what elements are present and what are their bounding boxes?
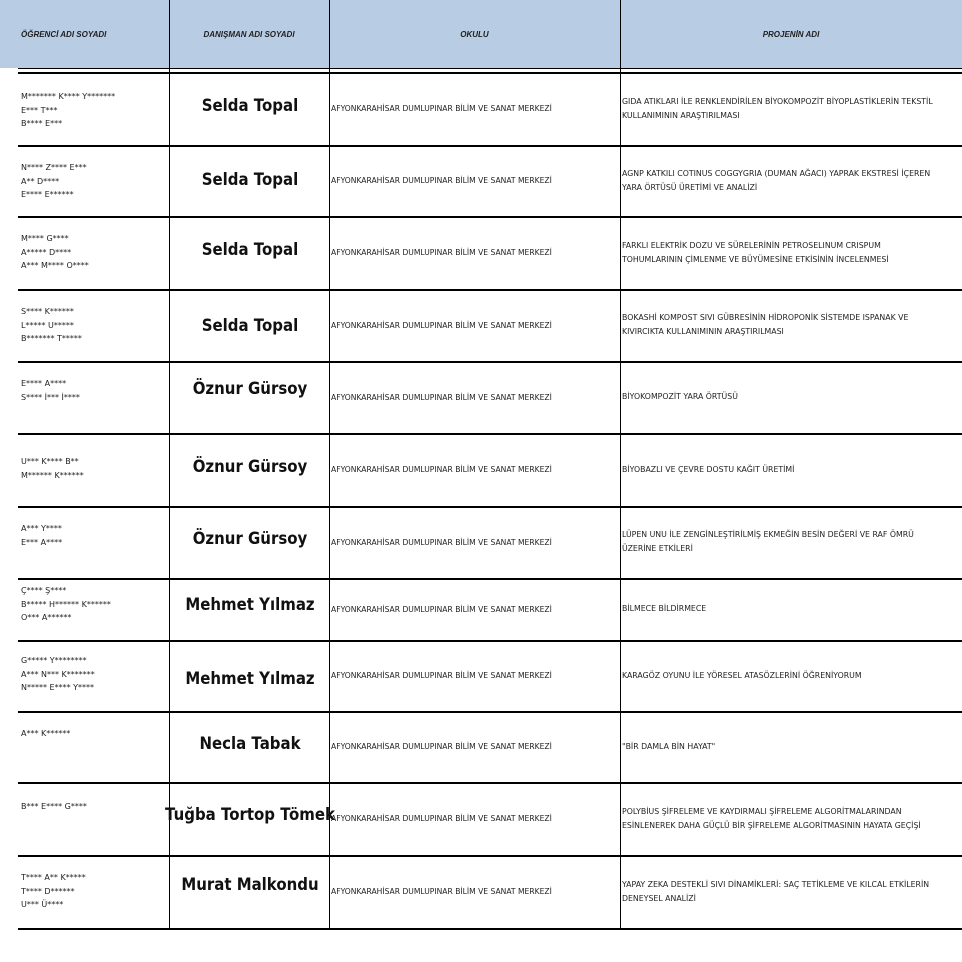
- project-title: [622, 640, 962, 711]
- project-title-line: FARKLI ELEKTRİK DOZU VE SÜRELERİNİN PETROSELINUM CRISPUM: [622, 240, 881, 250]
- table-row: [0, 433, 962, 506]
- table-header: [0, 0, 962, 68]
- advisor-name: Selda Topal: [201, 96, 299, 116]
- student-name: A*** Y****: [21, 524, 62, 533]
- project-title-line: YARA ÖRTÜSÜ ÜRETİMİ VE ANALİZİ: [622, 182, 758, 192]
- advisor-name: Mehmet Yılmaz: [185, 595, 315, 615]
- advisor-name: Selda Topal: [201, 240, 299, 260]
- student-names: [21, 305, 167, 346]
- student-name: B**** E***: [21, 119, 63, 128]
- student-name: T**** D******: [21, 886, 75, 896]
- project-title: [622, 72, 962, 145]
- project-title: [622, 711, 962, 782]
- student-name: T**** A** K*****: [21, 873, 86, 882]
- student-names: [21, 654, 167, 695]
- project-title: [622, 216, 962, 289]
- student-name: E*** A****: [21, 537, 63, 547]
- project-title-line: BİLMECE BİLDİRMECE: [622, 604, 707, 613]
- school-name: AFYONKARAHİSAR DUMLUPINAR BİLİM VE SANAT MERKEZİ: [331, 465, 552, 474]
- project-title: [622, 855, 962, 928]
- table-row: [0, 855, 962, 928]
- project-title-line: BOKASHİ KOMPOST SIVI GÜBRESİNİN HİDROPONİK SİSTEMDE ISPANAK VE: [622, 313, 909, 322]
- project-title-line: KIVIRCIKTA KULLANIMININ ARAŞTIRILMASI: [622, 327, 784, 336]
- advisor-name: Selda Topal: [201, 170, 299, 190]
- table-row: [0, 506, 962, 578]
- student-name: B******* T*****: [21, 334, 82, 343]
- student-name: O*** A******: [21, 613, 72, 622]
- student-name: N**** Z**** E***: [21, 163, 87, 172]
- project-title-line: "BİR DAMLA BİN HAYAT": [622, 741, 716, 751]
- student-names: [21, 161, 167, 202]
- advisor-name: Selda Topal: [201, 316, 299, 336]
- student-names: [21, 377, 167, 404]
- student-name: B*** E**** G****: [21, 802, 87, 811]
- project-title-line: BİYOBAZLI VE ÇEVRE DOSTU KAĞIT ÜRETİMİ: [622, 464, 795, 474]
- project-title-line: AGNP KATKILI COTINUS COGGYGRIA (DUMAN AĞACI) YAPRAK EKSTRESİ İÇEREN: [622, 168, 931, 178]
- project-title: [622, 782, 962, 855]
- school-name: AFYONKARAHİSAR DUMLUPINAR BİLİM VE SANAT MERKEZİ: [331, 320, 552, 330]
- student-name: E*** T***: [21, 105, 58, 115]
- student-name: S**** İ*** İ****: [21, 392, 80, 402]
- project-title-line: KARAGÖZ OYUNU İLE YÖRESEL ATASÖZLERİNİ ÖĞRENİYORUM: [622, 670, 862, 680]
- student-name: A***** D****: [21, 247, 72, 257]
- header-project: PROJENİN ADI: [762, 29, 820, 39]
- student-names: [21, 584, 167, 625]
- project-title-line: TOHUMLARININ ÇİMLENME VE BÜYÜMESİNE ETKİSİNİN İNCELENMESİ: [622, 254, 889, 264]
- table-row: [0, 711, 962, 782]
- project-title: [622, 578, 962, 640]
- student-names: [21, 455, 167, 482]
- student-names: [21, 522, 167, 549]
- student-names: [21, 232, 167, 273]
- project-title: [622, 433, 962, 506]
- student-name: L***** U*****: [21, 320, 74, 330]
- student-name: A** D****: [21, 176, 60, 186]
- school-name: AFYONKARAHİSAR DUMLUPINAR BİLİM VE SANAT MERKEZİ: [331, 248, 552, 257]
- advisor-name: Öznur Gürsoy: [192, 379, 308, 399]
- project-title-line: ESİNLENEREK DAHA GÜÇLÜ BİR ŞİFRELEME ALGORİTMASININ HAYATA GEÇİŞİ: [622, 820, 921, 830]
- student-name: A*** N*** K*******: [21, 669, 95, 679]
- advisor-name: Tuğba Tortop Tömek: [165, 805, 335, 825]
- table-row: [0, 72, 962, 145]
- student-name: U*** Ü****: [21, 900, 64, 909]
- school-name: AFYONKARAHİSAR DUMLUPINAR BİLİM VE SANAT MERKEZİ: [331, 604, 552, 614]
- row-divider: [18, 928, 962, 930]
- project-title-line: POLYBİUS ŞİFRELEME VE KAYDIRMALI ŞİFRELEME ALGORİTMALARINDAN: [622, 806, 902, 816]
- row-divider: [18, 68, 962, 69]
- header-school: OKULU: [460, 29, 489, 39]
- project-title: [622, 289, 962, 361]
- project-title-line: GIDA ATIKLARI İLE RENKLENDİRİLEN BİYOKOMPOZİT BİYOPLASTİKLERİN TEKSTİL: [622, 96, 933, 106]
- project-title: [622, 145, 962, 216]
- student-names: [21, 90, 167, 131]
- project-title-line: YAPAY ZEKA DESTEKLİ SIVI DİNAMİKLERİ: SAÇ TETİKLEME VE KILCAL ETKİLERİN: [622, 879, 930, 889]
- table-row: [0, 782, 962, 855]
- student-name: N***** E**** Y****: [21, 683, 95, 692]
- project-title-line: DENEYSEL ANALİZİ: [622, 893, 696, 903]
- school-name: AFYONKARAHİSAR DUMLUPINAR BİLİM VE SANAT MERKEZİ: [331, 392, 552, 402]
- student-names: [21, 800, 167, 814]
- school-name: AFYONKARAHİSAR DUMLUPINAR BİLİM VE SANAT MERKEZİ: [331, 742, 552, 751]
- student-name: E**** E******: [21, 190, 74, 199]
- school-name: AFYONKARAHİSAR DUMLUPINAR BİLİM VE SANAT MERKEZİ: [331, 176, 552, 185]
- table-row: [0, 216, 962, 289]
- table-row: [0, 640, 962, 711]
- student-name: A*** K******: [21, 729, 71, 738]
- project-title-line: ÜZERİNE ETKİLERİ: [622, 544, 693, 553]
- table-row: [0, 361, 962, 433]
- school-name: AFYONKARAHİSAR DUMLUPINAR BİLİM VE SANAT MERKEZİ: [331, 537, 552, 547]
- table-row: [0, 578, 962, 640]
- student-name: E**** A****: [21, 379, 67, 388]
- school-name: AFYONKARAHİSAR DUMLUPINAR BİLİM VE SANAT MERKEZİ: [331, 887, 552, 896]
- student-names: [21, 871, 167, 912]
- advisor-name: Öznur Gürsoy: [192, 457, 308, 477]
- student-name: G***** Y********: [21, 656, 87, 665]
- table-row: [0, 145, 962, 216]
- student-name: Ç**** Ş****: [21, 586, 67, 595]
- student-names: [21, 727, 167, 741]
- advisor-name: Mehmet Yılmaz: [185, 669, 315, 689]
- student-name: U*** K**** B**: [21, 457, 79, 466]
- header-students: ÖĞRENCİ ADI SOYADI: [21, 29, 107, 39]
- school-name: AFYONKARAHİSAR DUMLUPINAR BİLİM VE SANAT MERKEZİ: [331, 814, 552, 823]
- advisor-name: Necla Tabak: [199, 734, 301, 754]
- student-name: M****** K******: [21, 470, 84, 480]
- project-title: [622, 506, 962, 578]
- advisor-name: Murat Malkondu: [181, 875, 319, 895]
- header-advisor: DANIŞMAN ADI SOYADI: [203, 29, 295, 39]
- student-name: S**** K******: [21, 307, 74, 316]
- advisor-name: Öznur Gürsoy: [192, 529, 308, 549]
- project-title: [622, 361, 962, 433]
- table-row: [0, 289, 962, 361]
- school-name: AFYONKARAHİSAR DUMLUPINAR BİLİM VE SANAT MERKEZİ: [331, 671, 552, 680]
- project-title-line: BİYOKOMPOZİT YARA ÖRTÜSÜ: [622, 392, 738, 401]
- student-name: M******* K**** Y*******: [21, 92, 116, 101]
- student-name: A*** M**** O****: [21, 261, 89, 270]
- student-name: M**** G****: [21, 234, 69, 243]
- student-name: B***** H****** K******: [21, 599, 111, 609]
- school-name: AFYONKARAHİSAR DUMLUPINAR BİLİM VE SANAT MERKEZİ: [331, 104, 552, 113]
- project-title-line: LÜPEN UNU İLE ZENGİNLEŞTİRİLMİŞ EKMEĞİN BESİN DEĞERİ VE RAF ÖMRÜ: [622, 530, 914, 539]
- project-title-line: KULLANIMININ ARAŞTIRILMASI: [622, 110, 740, 120]
